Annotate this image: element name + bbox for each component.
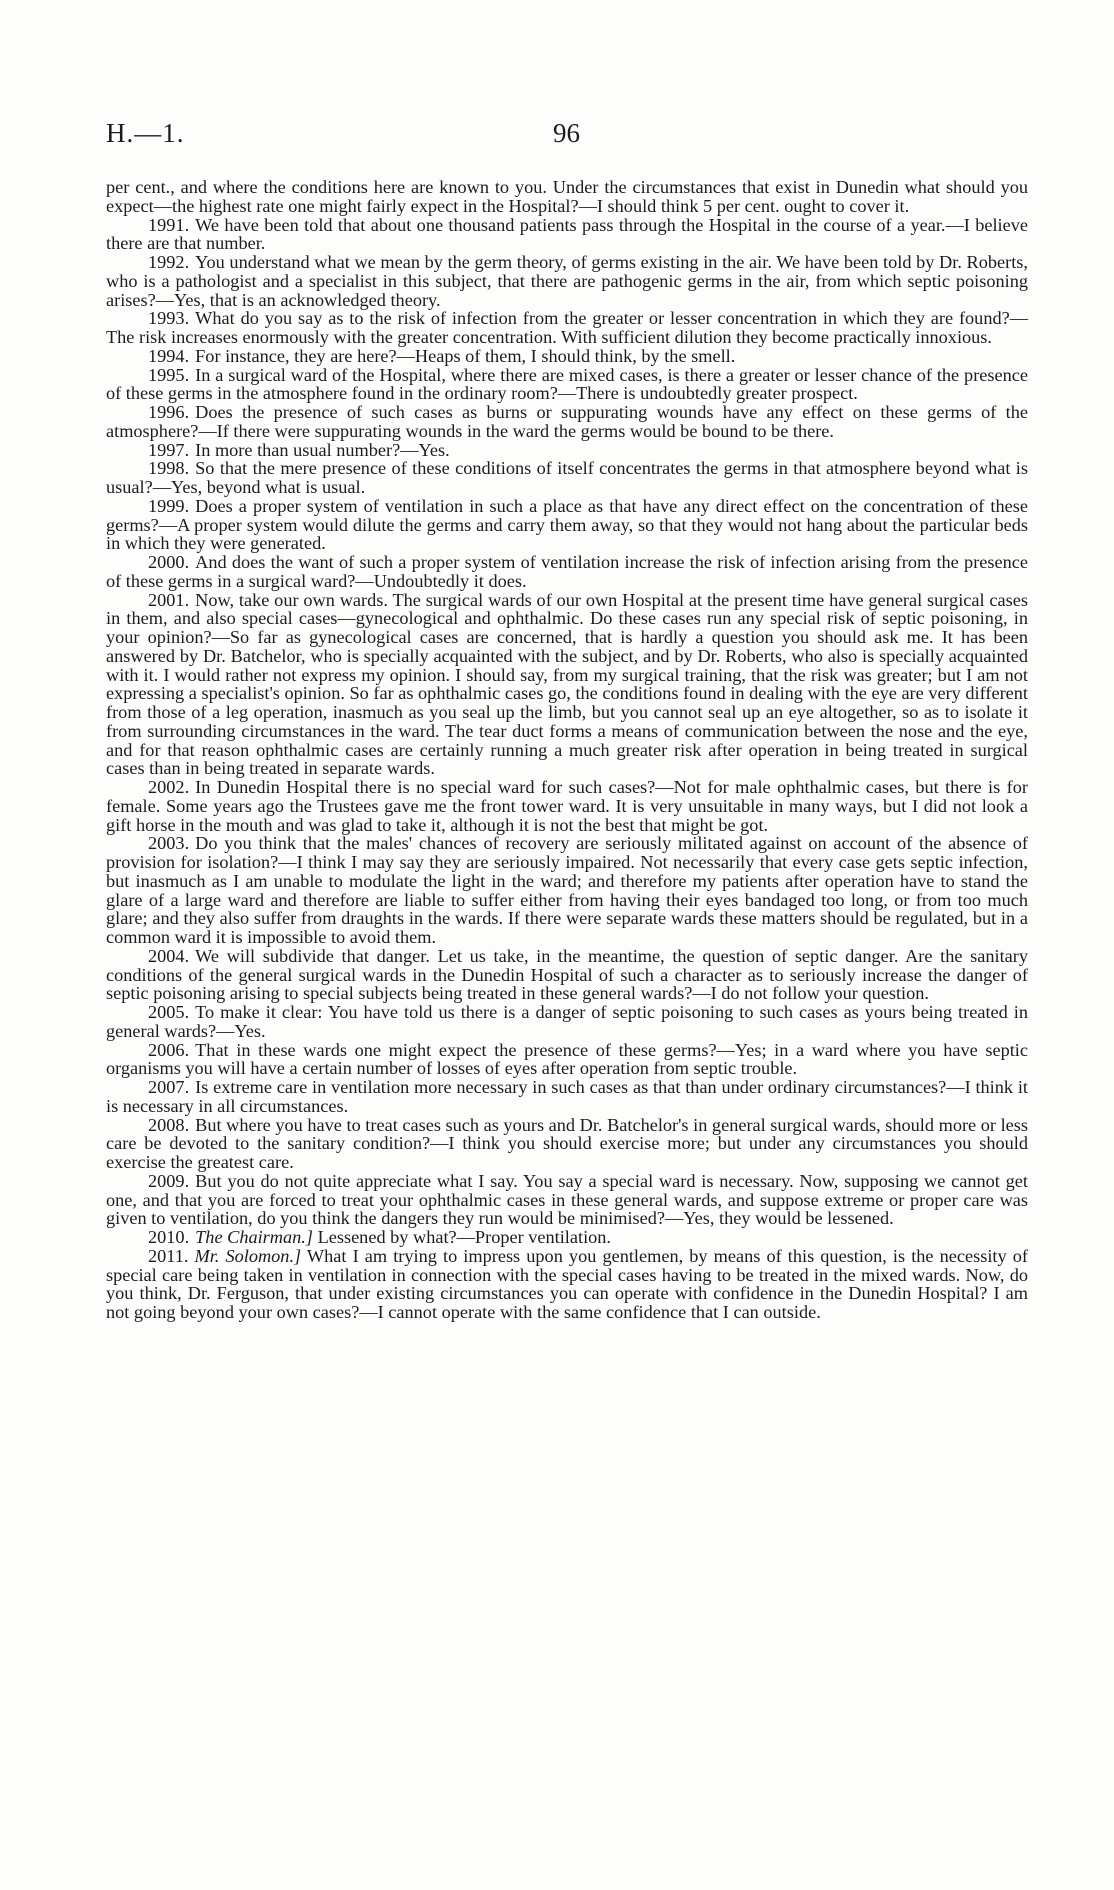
question-number: 1997. xyxy=(148,439,190,460)
qa-text: That in these wards one might expect the presence of these germs?—Yes; in a ward where you have septic organisms you will have a certain number of losses of eyes after operation from septic trouble. xyxy=(106,1039,1028,1079)
question-number: 1998. xyxy=(148,458,190,479)
question-number: 1999. xyxy=(148,495,190,516)
qa-text: For instance, they are here?—Heaps of them, I should think, by the smell. xyxy=(195,345,736,366)
qa-text: We will subdivide that danger. Let us take, in the meantime, the question of septic danger. Are the sanitary conditions of the general surgical wards in the Dunedin Hospital of such a character as to seriously increase the danger of septic poisoning arising to special subjects being treated in these general wards?—I do not follow your question. xyxy=(106,945,1028,1004)
qa-paragraph-1997 xyxy=(106,441,1028,460)
question-number: 2007. xyxy=(148,1077,190,1097)
qa-text: And does the want of such a proper system of ventilation increase the risk of infection arising from the presence of these germs in a surgical ward?—Undoubtedly it does. xyxy=(106,552,1028,591)
question-number: 2004. xyxy=(148,945,190,966)
question-number: 2000. xyxy=(148,552,190,572)
page-number: 96 xyxy=(553,118,580,148)
question-number: 2002. xyxy=(148,777,190,797)
question-number: 2009. xyxy=(148,1170,190,1191)
qa-text: To make it clear: You have told us there is a danger of septic poisoning to such cases as yours being treated in general wards?—Yes. xyxy=(106,1002,1028,1041)
qa-paragraph-1999 xyxy=(106,497,1028,553)
page-header xyxy=(106,110,1028,150)
qa-text: Does the presence of such cases as burns or suppurating wounds have any effect on these germs of the atmosphere?—If there were suppurating wounds in the ward the germs would be bound to be there. xyxy=(106,402,1028,441)
qa-paragraph-2003 xyxy=(106,834,1028,947)
qa-paragraph-1991 xyxy=(106,216,1028,254)
question-number: 1991. xyxy=(148,214,190,235)
qa-paragraph-2001 xyxy=(106,591,1028,779)
series-code: H.—1. xyxy=(106,118,185,148)
question-number: 1994. xyxy=(148,345,190,366)
question-number: 2006. xyxy=(148,1039,190,1060)
qa-paragraph-2011 xyxy=(106,1247,1028,1322)
qa-text: Now, take our own wards. The surgical wards of our own Hospital at the present time have general surgical cases in them, and also special cases—gynecological and ophthalmic. Do these cases run any special risk of septic poisoning, in your opinion?—So far as gynecological cases are concerned, that is hardly a question you should ask me. It has been answered by Dr. Batchelor, who is specially acquainted with the subject, and by Dr. Roberts, who also is specially acquainted with it. I would rather not express my opinion. I should say, from my surgical training, that the risk was greater; but I am not expressing a specialist's opinion. So far as ophthalmic cases go, the conditions found in dealing with the eye are very different from those of a leg operation, inasmuch as you seal up the limb, but you cannot seal up an eye altogether, so as to isolate it from surrounding circumstances in the ward. The tear duct forms a means of communication between the nose and the eye, and for that reason ophthalmic cases are certainly running a much greater risk after operation in being treated in surgical cases than in being treated in separate wards. xyxy=(106,589,1028,779)
speaker-name: The Chairman.] xyxy=(195,1227,313,1247)
qa-text: We have been told that about one thousand patients pass through the Hospital in the course of a year.—I believe there are that number. xyxy=(106,214,1028,254)
qa-paragraph-2000 xyxy=(106,553,1028,591)
qa-text: In Dunedin Hospital there is no special ward for such cases?—Not for male ophthalmic cases, but there is for female. Some years ago the Trustees gave me the front tower ward. It is very unsuitable in many ways, but I did not look a gift horse in the mouth and was glad to take it, although it is not the best that might be got. xyxy=(106,777,1028,835)
qa-text: What I am trying to impress upon you gentlemen, by means of this question, is the necessity of special care being taken in ventilation in connection with the special cases having to be treated in the mixed wards. Now, do you think, Dr. Ferguson, that under existing circumstances you can operate with confidence in the Dunedin Hospital? I am not going beyond your own cases?—I cannot operate with the same confidence that I can outside. xyxy=(106,1245,1028,1322)
question-number: 2010. xyxy=(148,1227,190,1247)
qa-text: So that the mere presence of these conditions of itself concentrates the germs in that atmosphere beyond what is usual?—Yes, beyond what is usual. xyxy=(106,458,1028,497)
qa-paragraph-2006 xyxy=(106,1041,1028,1079)
question-number: 2008. xyxy=(148,1114,190,1135)
qa-text: You understand what we mean by the germ theory, of germs existing in the air. We have been told by Dr. Roberts, who is a pathologist and a specialist in this subject, that there are pathogenic germs in the air, from which septic poisoning arises?—Yes, that is an acknowledged theory. xyxy=(106,252,1028,310)
qa-text: What do you say as to the risk of infection from the greater or lesser concentration in which they are found?—The risk increases enormously with the greater concentration. With sufficient dilution they become practically innoxious. xyxy=(106,308,1028,347)
question-number: 2011. xyxy=(148,1245,189,1266)
qa-paragraph-2010 xyxy=(106,1228,1028,1247)
qa-paragraph-2002 xyxy=(106,778,1028,834)
qa-text: Is extreme care in ventilation more necessary in such cases as that than under ordinary circumstances?—I think it is necessary in all circumstances. xyxy=(106,1077,1028,1116)
document-body xyxy=(106,178,1028,1322)
qa-paragraph-2007 xyxy=(106,1078,1028,1116)
qa-paragraph-2005 xyxy=(106,1003,1028,1041)
question-number: 1992. xyxy=(148,252,190,272)
question-number: 1996. xyxy=(148,402,190,422)
qa-paragraph-2008 xyxy=(106,1116,1028,1172)
question-number: 1993. xyxy=(148,308,190,329)
qa-text: But where you have to treat cases such as yours and Dr. Batchelor's in general surgical wards, should more or less care be devoted to the sanitary condition?—I think you should exercise more; but under any circumstances you should exercise the greatest care. xyxy=(106,1114,1028,1172)
answer-text: per cent., and where the conditions here are known to you. Under the circumstances that exist in Dunedin what should you expect—the highest rate one might fairly expect in the Hospital?—I should think 5 per cent. ought to cover it. xyxy=(106,177,1028,216)
qa-text: In more than usual number?—Yes. xyxy=(195,439,450,460)
qa-paragraph-2004 xyxy=(106,947,1028,1003)
paragraph-continued xyxy=(106,178,1028,216)
qa-paragraph-1995 xyxy=(106,366,1028,404)
qa-paragraph-1998 xyxy=(106,459,1028,497)
question-number: 2001. xyxy=(148,589,190,610)
qa-paragraph-1993 xyxy=(106,309,1028,347)
qa-text: In a surgical ward of the Hospital, where there are mixed cases, is there a greater or lesser chance of the presence of these germs in the atmosphere found in the ordinary room?—There is undoubtedly greater prospect. xyxy=(106,364,1028,404)
qa-text: Do you think that the males' chances of recovery are seriously militated against on account of the absence of provision for isolation?—I think I may say they are seriously impaired. Not necessarily that every case gets septic infection, but inasmuch as I am unable to modulate the light in the ward; and therefore my patients after operation have to stand the glare of a large ward and therefore are liable to suffer either from having their eyes bandaged too long, or from too much glare; and they also suffer from draughts in the wards. If there were separate wards these matters should be regulated, but in a common ward it is impossible to avoid them. xyxy=(106,833,1028,947)
question-number: 1995. xyxy=(148,364,190,385)
qa-paragraph-1992 xyxy=(106,253,1028,309)
qa-paragraph-1996 xyxy=(106,403,1028,441)
qa-text: Does a proper system of ventilation in such a place as that have any direct effect on the concentration of these germs?—A proper system would dilute the germs and carry them away, so that they would not hang about the particular beds in which they were generated. xyxy=(106,495,1028,554)
speaker-name: Mr. Solomon.] xyxy=(194,1245,302,1266)
qa-text: But you do not quite appreciate what I say. You say a special ward is necessary. Now, supposing we cannot get one, and that you are forced to treat your ophthalmic cases in these general wards, and suppose extreme or proper care was given to ventilation, do you think the dangers they run would be minimised?—Yes, they would be lessened. xyxy=(106,1170,1028,1229)
question-number: 2003. xyxy=(148,833,190,854)
question-number: 2005. xyxy=(148,1002,190,1022)
qa-text: Lessened by what?—Proper ventilation. xyxy=(317,1227,611,1247)
qa-paragraph-1994 xyxy=(106,347,1028,366)
qa-paragraph-2009 xyxy=(106,1172,1028,1228)
